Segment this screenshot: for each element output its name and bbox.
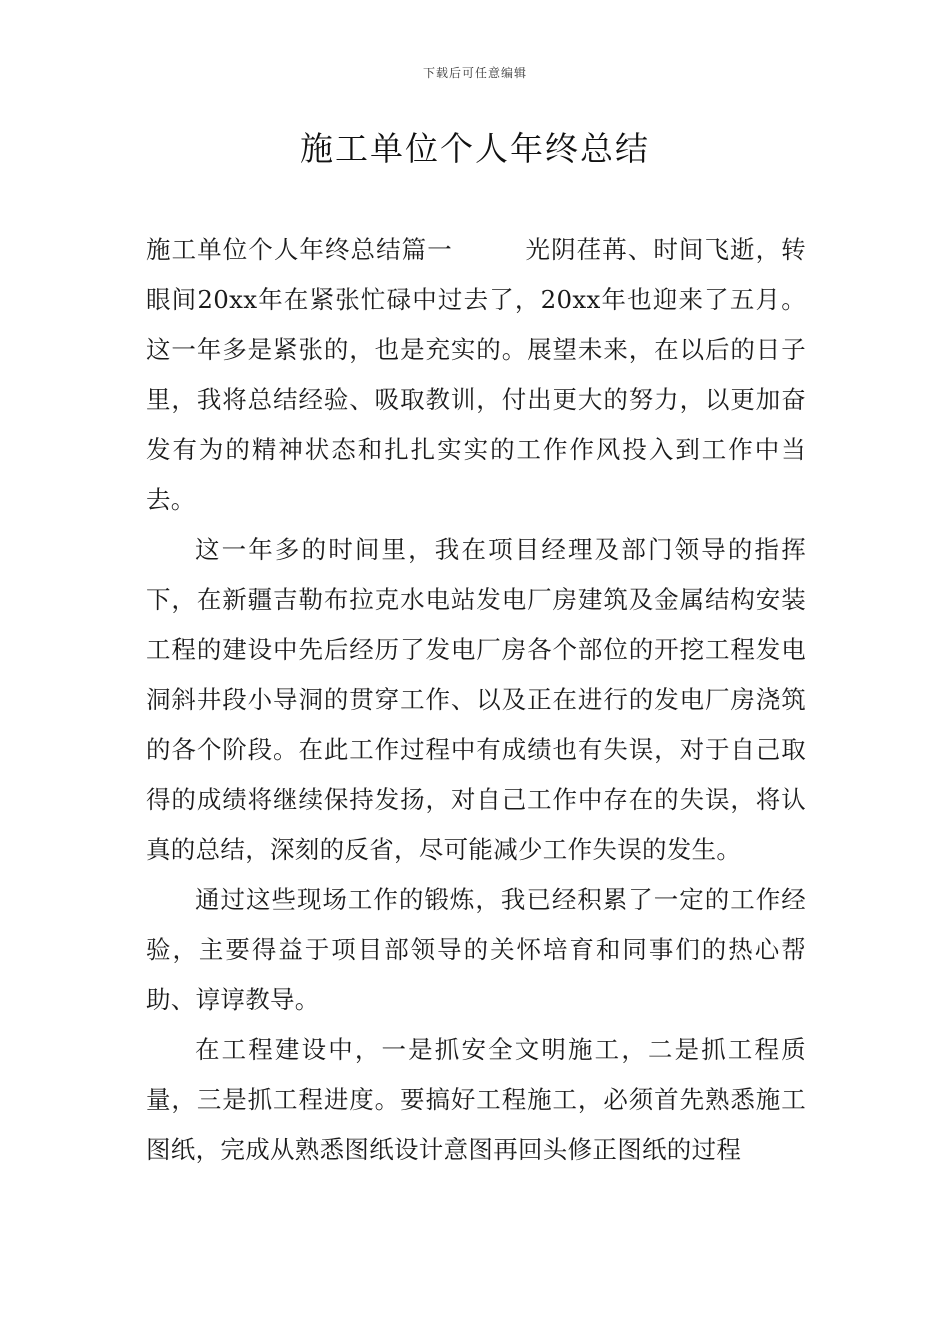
body-paragraph-1: 这一年多的时间里，我在项目经理及部门领导的指挥下，在新疆吉勒布拉克水电站发电厂房建筑及金属结构安装工程的建设中先后经历了发电厂房各个部位的开挖工程发电洞斜井段小导洞的贯穿工作、以及正在进行的发电厂房浇筑的各个阶段。在此工作过程中有成绩也有失误，对于自己取得的成绩将继续保持发扬，对自己工作中存在的失误，将认真的总结，深刻的反省，尽可能减少工作失误的发生。	[146, 535, 806, 864]
body-paragraph-2: 通过这些现场工作的锻炼，我已经积累了一定的工作经验，主要得益于项目部领导的关怀培育和同事们的热心帮助、谆谆教导。	[146, 885, 806, 1014]
intro-text: 光阴荏苒、时间飞逝，转眼间20xx年在紧张忙碌中过去了，20xx年也迎来了五月。这一年多是紧张的，也是充实的。展望未来，在以后的日子里，我将总结经验、吸取教训，付出更大的努力，以更加奋发有为的精神状态和扎扎实实的工作作风投入到工作中当去。	[146, 235, 806, 514]
body-paragraph-3: 在工程建设中，一是抓安全文明施工，二是抓工程质量，三是抓工程进度。要搞好工程施工，必须首先熟悉施工图纸，完成从熟悉图纸设计意图再回头修正图纸的过程	[146, 1035, 806, 1164]
intro-paragraph	[146, 225, 806, 525]
document-body	[146, 225, 806, 1175]
header-note: 下载后可任意编辑	[422, 66, 527, 80]
intro-heading: 施工单位个人年终总结篇一	[146, 235, 453, 264]
document-title: 施工单位个人年终总结	[300, 129, 650, 168]
